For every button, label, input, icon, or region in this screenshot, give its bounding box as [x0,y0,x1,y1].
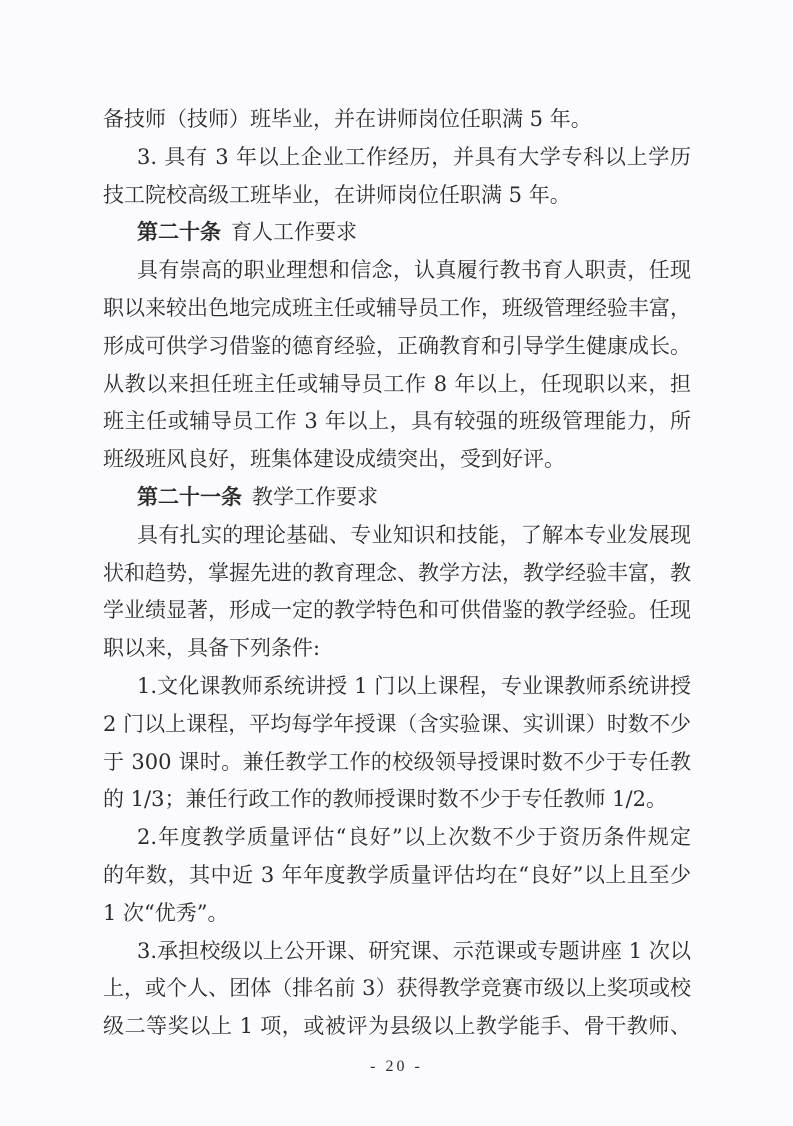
text-line: 的年数，其中近 3 年年度教学质量评估均在“良好”以上且至少 [103,862,691,887]
text-line: 1.文化课教师系统讲授 1 门以上课程，专业课教师系统讲授 [137,673,691,698]
article-number: 第二十条 [137,220,221,245]
article-title: 教学工作要求 [252,484,378,509]
text-line: 3.承担校级以上公开课、研究课、示范课或专题讲座 1 次以 [137,938,691,963]
text-line: 上，或个人、团体（排名前 3）获得教学竞赛市级以上奖项或校 [103,976,691,1001]
document-body [103,101,691,1046]
text-line: 备技师（技师）班毕业，并在讲师岗位任职满 5 年。 [103,107,592,131]
text-line: 3. 具有 3 年以上企业工作经历，并具有大学专科以上学历 [137,144,691,169]
text-line: 于 300 课时。兼任教学工作的校级领导授课时数不少于专任教 [103,749,691,774]
text-line: 2.年度教学质量评估“良好”以上次数不少于资历条件规定 [137,825,691,850]
text-line: 具有崇高的职业理想和信念，认真履行教书育人职责，任现 [137,258,691,283]
text-line: 1 次“优秀”。 [103,900,229,925]
text-line: 技工院校高级工班毕业，在讲师岗位任职满 5 年。 [103,182,571,207]
article-heading [103,479,691,517]
text-line: 学业绩显著，形成一定的教学特色和可供借鉴的教学经验。任现 [103,598,691,623]
text-line: 状和趋势，掌握先进的教育理念、教学方法，教学经验丰富，教 [103,560,691,585]
text-line: 从教以来担任班主任或辅导员工作 8 年以上，任现职以来，担 [103,371,691,396]
text-line: 职以来，具备下列条件: [103,636,321,661]
text-line: 级二等奖以上 1 项，或被评为县级以上教学能手、骨干教师、 [103,1014,691,1039]
article-title: 育人工作要求 [231,220,357,245]
text-line: 2 门以上课程，平均每学年授课（含实验课、实训课）时数不少 [103,711,691,736]
text-line: 班级班风良好，班集体建设成绩突出，受到好评。 [103,447,565,472]
article-number: 第二十一条 [137,484,242,509]
text-line: 班主任或辅导员工作 3 年以上，具有较强的班级管理能力，所 [103,409,691,434]
page-number: - 20 - [370,1058,423,1075]
article-heading [103,214,691,252]
text-line: 具有扎实的理论基础、专业知识和技能，了解本专业发展现 [137,522,691,547]
text-line: 形成可供学习借鉴的德育经验，正确教育和引导学生健康成长。 [103,333,691,358]
text-line: 的 1/3；兼任行政工作的教师授课时数不少于专任教师 1/2。 [103,787,667,812]
text-line: 职以来较出色地完成班主任或辅导员工作，班级管理经验丰富， [103,295,691,320]
